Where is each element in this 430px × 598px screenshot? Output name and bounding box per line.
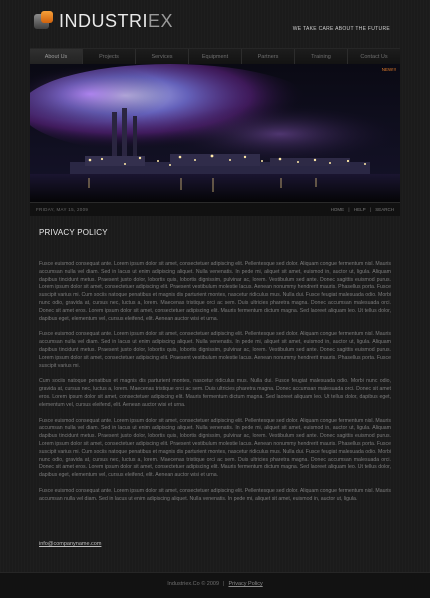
footer-text bbox=[0, 581, 430, 587]
paragraph: Fusce euismod consequat ante. Lorem ipsum dolor sit amet, consectetuer adipiscing elit. Pellentesque sed dolor. Aliquam congue fermentum nisl. Mauris accumsan nulla vel diam. Sed in lacus ut enim adipiscing aliquet. Nulla venenatis. In pede mi, aliquet sit amet, euismod in, auctor ut, ligula. Aliquam dapibus tincidunt metus. Praesent justo dolor, lobortis quis, lobortis dignissim, pulvinar ac, lorem. Vestibulum sed ante. Donec sagittis euismod purus. Lorem ipsum dolor sit amet, consectetuer adipiscing elit. Praesent vestibulum molestie lacus. Aenean nonummy hendrerit mauris. Phasellus porta. Fusce suscipit varius mi. bbox=[39, 331, 391, 369]
logo-text bbox=[59, 11, 173, 31]
separator: | bbox=[369, 207, 371, 212]
logo-name-accent: EX bbox=[148, 11, 174, 31]
info-bar bbox=[30, 202, 400, 216]
nav-item-about-us[interactable]: About Us bbox=[30, 49, 82, 65]
paragraph: Cum sociis natoque penatibus et magnis dis parturient montes, nascetur ridiculus mus. Nulla dui. Fusce feugiat malesuada odio. Morbi nunc odio, gravida at, cursus nec, luctus a, lorem. Maecenas tristique orci ac sem. Duis ultricies pharetra magna. Donec accumsan malesuada orci. Donec sit amet eros. Lorem ipsum dolor sit amet, consectetuer adipiscing elit. Mauris fermentum dictum magna. Sed laoreet aliquam leo. Ut tellus dolor, dapibus eget, elementum vel, cursus eleifend, elit. Aenean auctor wisi et urna. bbox=[39, 378, 391, 408]
main-nav bbox=[30, 48, 400, 64]
help-link[interactable]: HELP bbox=[353, 207, 366, 212]
nav-item-contact-us[interactable]: Contact Us bbox=[347, 49, 400, 65]
email-link[interactable]: info@companyname.com bbox=[39, 541, 102, 547]
banner-image bbox=[30, 64, 400, 202]
paragraph: Fusce euismod consequat ante. Lorem ipsum dolor sit amet, consectetuer adipiscing elit. Pellentesque sed dolor. Aliquam congue fermentum nisl. Mauris accumsan nulla vel diam. Sed in lacus ut enim adipiscing aliquet. Nulla venenatis. In pede mi, aliquet sit amet, euismod in, auctor ut, ligula. Aliquam dapibus tincidunt metus. Praesent justo dolor, lobortis quis, lobortis dignissim, pulvinar ac, lorem. Vestibulum sed ante. Donec sagittis euismod purus. Lorem ipsum dolor sit amet, consectetuer adipiscing elit. Praesent vestibulum molestie lacus. Aenean nonummy hendrerit mauris. Phasellus porta. Fusce suscipit varius mi. Cum sociis natoque penatibus et magnis dis parturient montes, nascetur ridiculus mus. Nulla dui. Fusce feugiat malesuada odio. Morbi nunc odio, gravida at, cursus nec, luctus a, lorem. Maecenas tristique orci ac sem. Duis ultricies pharetra magna. Donec accumsan malesuada orci. Donec sit amet eros. Lorem ipsum dolor sit amet, consectetuer adipiscing elit. Mauris fermentum dictum magna. Sed laoreet aliquam leo. Ut tellus dolor, dapibus eget, elementum vel, cursus eleifend, elit. Aenean auctor wisi et urna. bbox=[39, 417, 391, 479]
privacy-policy-link[interactable]: Privacy Policy bbox=[228, 581, 263, 587]
current-date: FRIDAY, MAY 15, 2009 bbox=[36, 207, 89, 212]
logo-icon bbox=[34, 11, 54, 31]
copyright: Industriex.Co © 2009 bbox=[167, 581, 220, 587]
nav-item-training[interactable]: Training bbox=[294, 49, 347, 65]
logo[interactable] bbox=[34, 11, 173, 31]
paragraph: Fusce euismod consequat ante. Lorem ipsum dolor sit amet, consectetuer adipiscing elit. Pellentesque sed dolor. Aliquam congue fermentum nisl. Mauris accumsan nulla vel diam. Sed in lacus ut enim adipiscing aliquet. Nulla venenatis. In pede mi, aliquet sit amet, euismod in, auctor ut, ligula. Aliquam dapibus tincidunt metus. Praesent justo dolor, lobortis quis, lobortis dignissim, pulvinar ac, lorem. Vestibulum sed ante. Donec sagittis euismod purus. Lorem ipsum dolor sit amet, consectetuer adipiscing elit. Praesent vestibulum molestie lacus. Aenean nonummy hendrerit mauris. Phasellus porta. Fusce suscipit varius mi. Cum sociis natoque penatibus et magnis dis parturient montes, nascetur ridiculus mus. Nulla dui. Fusce feugiat malesuada odio. Morbi nunc odio, gravida at, cursus nec, luctus a, lorem. Maecenas tristique orci ac sem. Duis ultricies pharetra magna. Donec accumsan malesuada orci. Donec sit amet eros. Lorem ipsum dolor sit amet, consectetuer adipiscing elit. Mauris fermentum dictum magna. Sed laoreet aliquam leo. Ut tellus dolor, dapibus eget, elementum vel, cursus eleifend, elit. Aenean auctor wisi et urna. bbox=[39, 261, 391, 322]
nav-item-partners[interactable]: Partners bbox=[241, 49, 294, 65]
page-title: PRIVACY POLICY bbox=[39, 228, 108, 237]
main-content bbox=[39, 228, 391, 512]
footer bbox=[0, 572, 430, 598]
nav-item-services[interactable]: Services bbox=[135, 49, 188, 65]
header bbox=[0, 0, 430, 48]
separator: | bbox=[348, 207, 350, 212]
tagline: WE TAKE CARE ABOUT THE FUTURE bbox=[292, 26, 390, 32]
logo-name-main: INDUSTRI bbox=[59, 11, 148, 31]
home-link[interactable]: HOME bbox=[330, 207, 345, 212]
nav-item-projects[interactable]: Projects bbox=[82, 49, 135, 65]
paragraph: Fusce euismod consequat ante. Lorem ipsum dolor sit amet, consectetuer adipiscing elit. Pellentesque sed dolor. Aliquam congue fermentum nisl. Mauris accumsan nulla vel diam. Sed in lacus ut enim adipiscing aliquet. Nulla venenatis. In pede mi, aliquet sit amet, euismod in, auctor ut, ligula. bbox=[39, 487, 391, 502]
nav-item-equipment[interactable]: Equipment bbox=[188, 49, 241, 65]
utility-links bbox=[328, 207, 394, 212]
banner-tag: NEW!!! bbox=[381, 67, 396, 72]
footer-separator: | bbox=[223, 581, 225, 587]
factory-night-illustration bbox=[30, 64, 400, 202]
search-link[interactable]: SEARCH bbox=[375, 207, 394, 212]
